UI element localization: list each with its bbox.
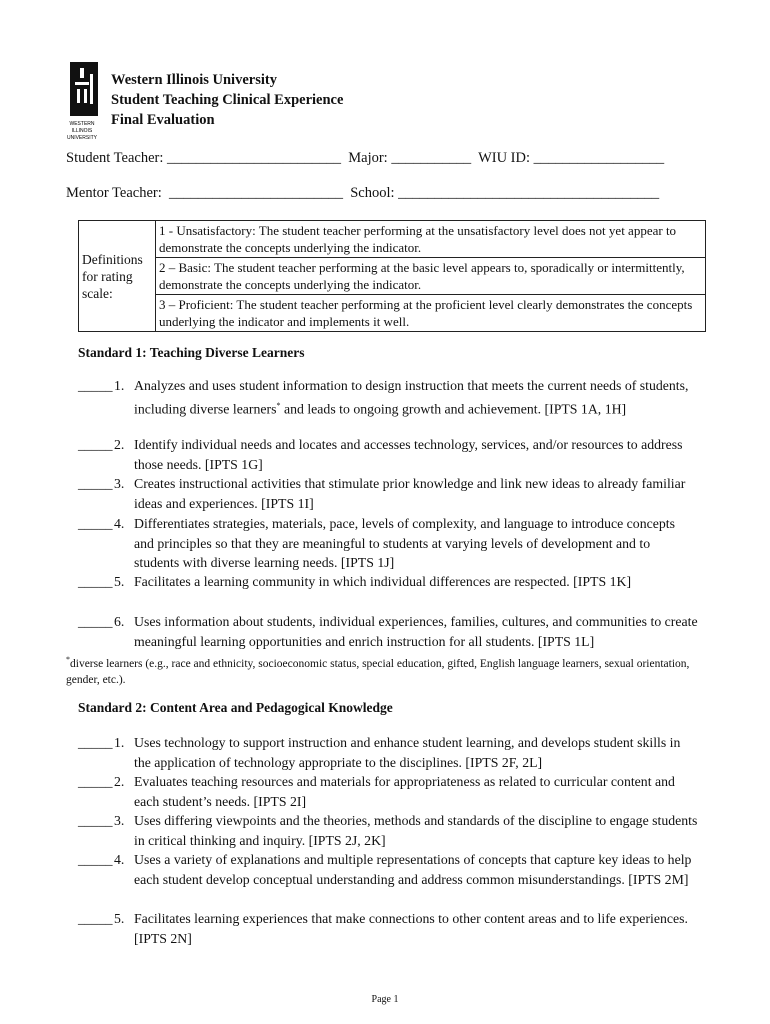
footnote-text: diverse learners (e.g., race and ethnicity, socioeconomic status, special education, gifted, English language learners, sexual orientation, gender, etc.). — [66, 657, 690, 686]
item-text: Facilitates a learning community in which individual differences are respected. [IPTS 1K] — [134, 574, 632, 589]
rating-blank[interactable]: _____ — [78, 574, 113, 589]
standard-1-item-4[interactable] — [78, 514, 698, 573]
item-text: Creates instructional activities that stimulate prior knowledge and link new ideas to already familiar ideas and experiences. [IPTS 1I] — [134, 476, 686, 511]
rating-blank[interactable]: _____ — [78, 476, 113, 491]
item-number: 2. — [114, 774, 125, 789]
item-number: 3. — [114, 813, 125, 828]
rating-blank[interactable]: _____ — [78, 852, 113, 867]
rating-scale-heading: Definitions for rating scale: — [79, 221, 156, 332]
standard-1-item-2[interactable] — [78, 435, 698, 474]
rating-blank[interactable]: _____ — [78, 813, 113, 828]
item-text-part-a: Analyzes and uses student information to design instruction that meets the current needs of students, including diverse learners — [134, 378, 689, 417]
rating-blank[interactable]: _____ — [78, 437, 113, 452]
standard-1-item-3[interactable] — [78, 474, 698, 513]
rating-level-2: 2 – Basic: The student teacher performing at the basic level appears to, sporadically or intermittently, demonstrate the concepts underlying the indicator. — [156, 258, 706, 295]
rating-blank[interactable]: _____ — [78, 911, 113, 926]
logo-text-1: WESTERN — [69, 121, 95, 127]
standard-2-item-2[interactable] — [78, 772, 698, 811]
rating-level-1: 1 - Unsatisfactory: The student teacher performing at the unsatisfactory level does not yet appear to demonstrate the concepts underlying the indicator. — [156, 221, 706, 258]
standard-2-item-4[interactable] — [78, 850, 698, 889]
item-number: 1. — [114, 378, 125, 393]
item-text: Uses information about students, individual experiences, families, cultures, and communities to create meaningful learning opportunities and enrich instruction for all students. [IPTS 1L] — [134, 614, 698, 649]
item-text: Evaluates teaching resources and materials for appropriateness as related to curricular content and each student’s needs. [IPTS 2I] — [134, 774, 675, 809]
standard-2-item-5[interactable] — [78, 909, 698, 948]
rating-blank[interactable]: _____ — [78, 735, 113, 750]
standard-2-item-1[interactable] — [78, 733, 698, 772]
item-number: 4. — [114, 516, 125, 531]
rating-blank[interactable]: _____ — [78, 378, 113, 393]
standard-2-title: Standard 2: Content Area and Pedagogical Knowledge — [78, 700, 393, 715]
item-text-part-b: and leads to ongoing growth and achievement. [IPTS 1A, 1H] — [280, 401, 627, 417]
item-number: 2. — [114, 437, 125, 452]
item-number: 5. — [114, 574, 125, 589]
page-number: Page 1 — [371, 994, 399, 1005]
program-name: Student Teaching Clinical Experience — [111, 92, 344, 108]
item-number: 6. — [114, 614, 125, 629]
item-text: Uses differing viewpoints and the theories, methods and standards of the discipline to engage students in critical thinking and inquiry. [IPTS 2J, 2K] — [134, 813, 698, 848]
rating-blank[interactable]: _____ — [78, 614, 113, 629]
footnote-mark: * — [66, 655, 70, 664]
item-text: Identify individual needs and locates and accesses technology, services, and/or resources to address those needs. [IPTS 1G] — [134, 437, 683, 472]
item-number: 1. — [114, 735, 125, 750]
footnote — [66, 652, 706, 688]
student-info-line[interactable]: Student Teacher: ________________________ Major: ___________ WIU ID: __________________ — [66, 150, 665, 166]
rating-level-3: 3 – Proficient: The student teacher performing at the proficient level clearly demonstrates the concepts underlying the indicator and implements it well. — [156, 295, 706, 332]
item-number: 3. — [114, 476, 125, 491]
wiu-logo — [66, 62, 104, 146]
rating-blank[interactable]: _____ — [78, 774, 113, 789]
item-number: 5. — [114, 911, 125, 926]
document-header — [111, 70, 343, 130]
standard-1-item-6[interactable] — [78, 612, 698, 651]
standard-1-item-1[interactable] — [78, 376, 698, 419]
footnote-marker: * — [276, 400, 281, 410]
item-text: Uses technology to support instruction and enhance student learning, and develops student skills in the application of technology appropriate to the disciplines. [IPTS 2F, 2L] — [134, 735, 681, 770]
item-text: Differentiates strategies, materials, pace, levels of complexity, and language to introduce concepts and principles so that they are meaningful to students at varying levels of development and to students with diverse learning needs. [IPTS 1J] — [134, 516, 675, 570]
standard-2-item-3[interactable] — [78, 811, 698, 850]
rating-scale-table — [78, 220, 706, 332]
logo-text-2: ILLINOIS — [71, 128, 93, 134]
standard-1-item-5[interactable] — [78, 572, 698, 592]
item-text: Facilitates learning experiences that make connections to other content areas and to life experiences. [IPTS 2N] — [134, 911, 688, 946]
rating-blank[interactable]: _____ — [78, 516, 113, 531]
item-number: 4. — [114, 852, 125, 867]
document-title: Final Evaluation — [111, 112, 215, 128]
standard-1-title: Standard 1: Teaching Diverse Learners — [78, 345, 305, 360]
item-text: Uses a variety of explanations and multiple representations of concepts that capture key ideas to help each student develop conceptual understanding and address common misunderstandings. [IPTS 2M] — [134, 852, 692, 887]
mentor-info-line[interactable]: Mentor Teacher: ________________________ School: ____________________________________ — [66, 185, 660, 201]
logo-text-3: UNIVERSITY — [66, 135, 98, 141]
university-name: Western Illinois University — [111, 72, 277, 88]
